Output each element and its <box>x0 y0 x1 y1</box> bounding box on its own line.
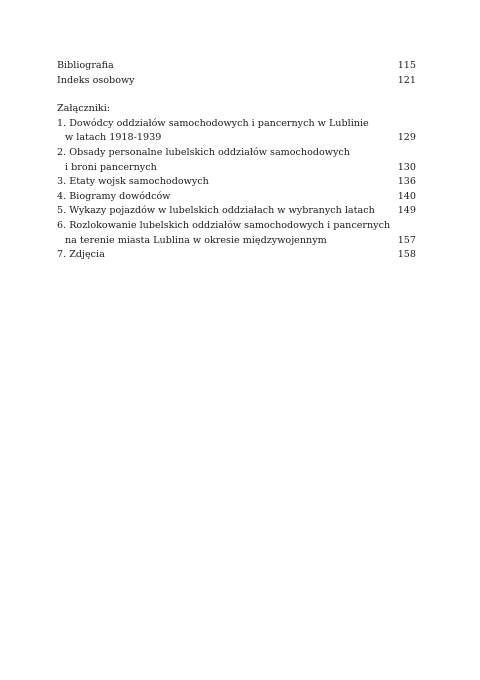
toc-entry-page-number: 121 <box>397 74 416 86</box>
toc-attachment-1-line-1 <box>57 117 416 132</box>
toc-attachment-2-line-2 <box>57 161 416 176</box>
section-spacer <box>57 88 416 102</box>
toc-entry-page-number: 157 <box>397 234 416 246</box>
toc-attachment-7 <box>57 248 416 263</box>
toc-entry-page-number: 115 <box>397 60 416 71</box>
toc-entry-label: 5. Wykazy pojazdów w lubelskich oddziałach w wybranych latach <box>57 205 375 217</box>
toc-entry-page-number: 140 <box>397 190 416 202</box>
toc-attachment-6-line-2 <box>57 234 416 249</box>
attachments-heading: Załączniki: <box>57 103 111 115</box>
toc-entry-label-continuation: w latach 1918-1939 <box>65 132 162 144</box>
toc-entry-person-index <box>57 74 416 89</box>
toc-entry-page-number: 129 <box>397 132 416 144</box>
table-of-contents <box>57 59 416 263</box>
toc-entry-page-number: 136 <box>397 176 416 188</box>
toc-attachment-6-line-1 <box>57 219 416 234</box>
toc-entry-page-number: 149 <box>397 205 416 217</box>
toc-entry-label-continuation: na terenie miasta Lublina w okresie międzywojennym <box>65 234 327 246</box>
toc-entry-label: 4. Biogramy dowódców <box>57 190 171 202</box>
toc-attachment-4 <box>57 190 416 205</box>
toc-entry-bibliography <box>57 59 416 74</box>
toc-attachment-3 <box>57 175 416 190</box>
toc-attachment-5 <box>57 204 416 219</box>
toc-attachment-2-line-1 <box>57 146 416 161</box>
toc-entry-label-continuation: i broni pancernych <box>65 161 157 173</box>
toc-attachment-1-line-2 <box>57 131 416 146</box>
toc-entry-page-number: 130 <box>397 161 416 173</box>
toc-entry-label: Bibliografia <box>57 60 114 71</box>
toc-entry-label: 2. Obsady personalne lubelskich oddziałów samochodowych <box>57 146 350 158</box>
toc-entry-page-number: 158 <box>397 249 416 261</box>
toc-entry-label: 1. Dowódcy oddziałów samochodowych i pancernych w Lublinie <box>57 117 369 129</box>
toc-entry-label: 6. Rozlokowanie lubelskich oddziałów samochodowych i pancernych <box>57 219 391 231</box>
toc-entry-label: Indeks osobowy <box>57 74 135 86</box>
toc-entry-label: 7. Zdjęcia <box>57 249 105 261</box>
toc-entry-label: 3. Etaty wojsk samochodowych <box>57 176 209 188</box>
